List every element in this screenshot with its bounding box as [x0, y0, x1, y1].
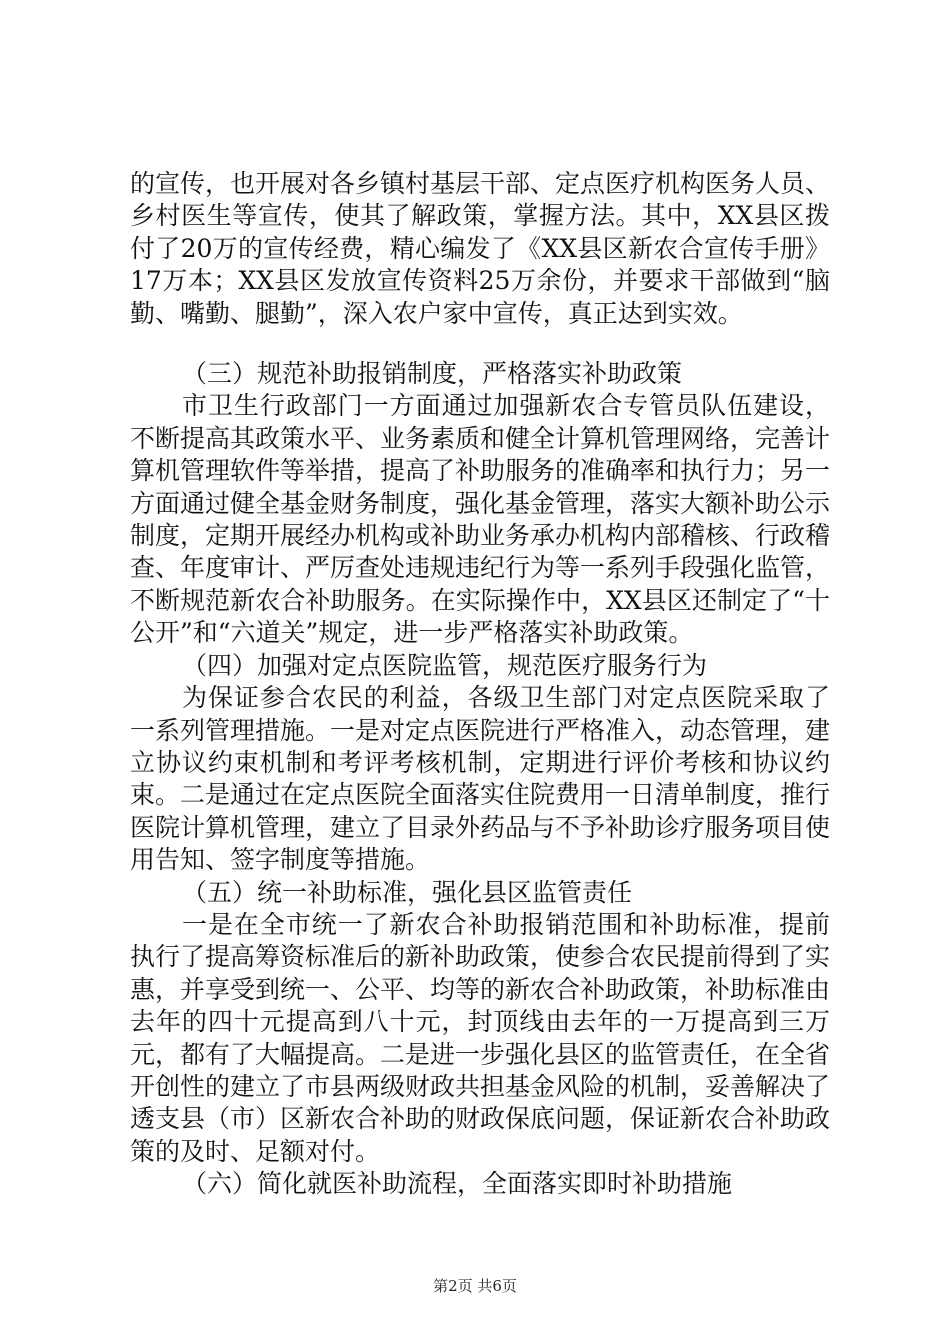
- paragraph-section-4: 为保证参合农民的利益，各级卫生部门对定点医院采取了一系列管理措施。一是对定点医院进行严格准入，动态管理，建立协议约束机制和考评考核机制，定期进行评价考核和协议约束。二是通过在定点医院全面落实住院费用一日清单制度，推行医院计算机管理，建立了目录外药品与不予补助诊疗服务项目使用告知、签字制度等措施。: [130, 683, 831, 875]
- page-number-footer: 第2页 共6页: [433, 1277, 517, 1295]
- paragraph-section-3: 市卫生行政部门一方面通过加强新农合专管员队伍建设，不断提高其政策水平、业务素质和健全计算机管理网络，完善计算机管理软件等举措，提高了补助服务的准确率和执行力；另一方面通过健全基金财务制度，强化基金管理，落实大额补助公示制度，定期开展经办机构或补助业务承办机构内部稽核、行政稽查、年度审计、严厉查处违规违纪行为等一系列手段强化监管，不断规范新农合补助服务。在实际操作中，XX县区还制定了“十公开”和“六道关”规定，进一步严格落实补助政策。: [130, 391, 831, 648]
- section-heading-4: （四）加强对定点医院监管，规范医疗服务行为: [182, 650, 708, 680]
- paragraph-gap: [130, 330, 830, 358]
- section-heading-3: （三）规范补助报销制度，严格落实补助政策: [182, 359, 683, 389]
- paragraph-publicity-continued: 的宣传，也开展对各乡镇村基层干部、定点医疗机构医务人员、乡村医生等宣传，使其了解政策，掌握方法。其中，XX县区拨付了20万的宣传经费，精心编发了《XX县区新农合宣传手册》17万本；XX县区发放宣传资料25万余份，并要求干部做到“脑勤、嘴勤、腿勤”，深入农户家中宣传，真正达到实效。: [130, 169, 831, 328]
- section-heading-5: （五）统一补助标准，强化县区监管责任: [182, 877, 633, 907]
- paragraph-section-5: 一是在全市统一了新农合补助报销范围和补助标准，提前执行了提高筹资标准后的新补助政策，使参合农民提前得到了实惠，并享受到统一、公平、均等的新农合补助政策，补助标准由去年的四十元提高到八十元，封顶线由去年的一万提高到三万元，都有了大幅提高。二是进一步强化县区的监管责任，在全省开创性的建立了市县两级财政共担基金风险的机制，妥善解决了透支县（市）区新农合补助的财政保底问题，保证新农合补助政策的及时、足额对付。: [130, 909, 831, 1166]
- section-heading-6: （六）简化就医补助流程，全面落实即时补助措施: [182, 1169, 733, 1199]
- document-body: [130, 168, 830, 1201]
